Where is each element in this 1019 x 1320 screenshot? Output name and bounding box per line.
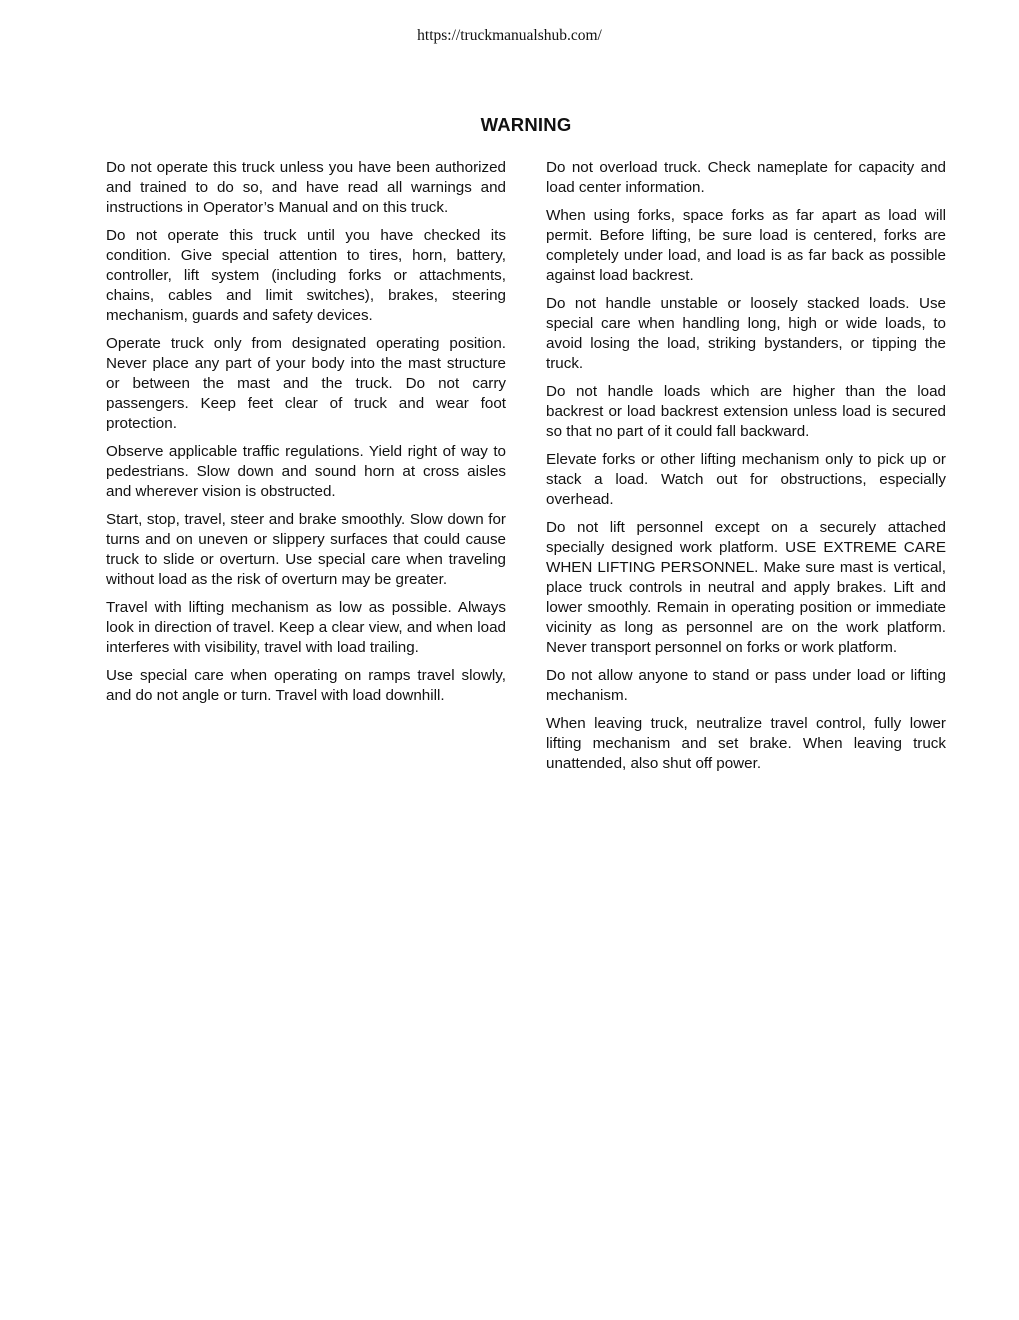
- warning-paragraph: Elevate forks or other lifting mechanism only to pick up or stack a load. Watch out for obstructions, especially overhead.: [546, 451, 946, 508]
- page-url-header: https://truckmanualshub.com/: [417, 27, 602, 44]
- warning-paragraph: Do not handle loads which are higher than the load backrest or load backrest extension unless load is secured so that no part of it could fall backward.: [546, 383, 946, 440]
- warning-paragraph: Do not operate this truck until you have checked its condition. Give special attention to tires, horn, battery, controller, lift system (including forks or attachments, chains, cables and limit switches), brakes, steering mechanism, guards and safety devices.: [106, 227, 506, 324]
- warning-paragraph: When using forks, space forks as far apart as load will permit. Before lifting, be sure load is centered, forks are completely under load, and load is as far back as possible against load backrest.: [546, 207, 946, 284]
- warning-paragraph: Observe applicable traffic regulations. Yield right of way to pedestrians. Slow down and sound horn at cross aisles and wherever vision is obstructed.: [106, 443, 506, 500]
- warning-paragraph: Operate truck only from designated operating position. Never place any part of your body into the mast structure or between the mast and the truck. Do not carry passengers. Keep feet clear of truck and wear foot protection.: [106, 335, 506, 432]
- warning-title: WARNING: [480, 114, 572, 135]
- left-column: [106, 158, 506, 714]
- right-column: [546, 158, 946, 782]
- warning-paragraph: Do not handle unstable or loosely stacked loads. Use special care when handling long, high or wide loads, to avoid losing the load, striking bystanders, or tipping the truck.: [546, 295, 946, 372]
- warning-paragraph: Use special care when operating on ramps travel slowly, and do not angle or turn. Travel with load downhill.: [106, 667, 506, 704]
- warning-paragraph: When leaving truck, neutralize travel control, fully lower lifting mechanism and set brake. When leaving truck unattended, also shut off power.: [546, 715, 946, 772]
- warning-paragraph: Do not lift personnel except on a securely attached specially designed work platform. USE EXTREME CARE WHEN LIFTING PERSONNEL. Make sure mast is vertical, place truck controls in neutral and apply brakes. Lift and lower smoothly. Remain in operating position or immediate vicinity as long as personnel are on the work platform. Never transport personnel on forks or work platform.: [546, 519, 946, 656]
- warning-paragraph: Do not allow anyone to stand or pass under load or lifting mechanism.: [546, 667, 946, 704]
- warning-paragraph: Start, stop, travel, steer and brake smoothly. Slow down for turns and on uneven or slippery surfaces that could cause truck to slide or overturn. Use special care when traveling without load as the risk of overturn may be greater.: [106, 511, 506, 588]
- warning-paragraph: Do not operate this truck unless you have been authorized and trained to do so, and have read all warnings and instructions in Operator’s Manual and on this truck.: [106, 159, 506, 216]
- warning-paragraph: Do not overload truck. Check nameplate for capacity and load center information.: [546, 159, 946, 196]
- warning-paragraph: Travel with lifting mechanism as low as possible. Always look in direction of travel. Keep a clear view, and when load interferes with visibility, travel with load trailing.: [106, 599, 506, 656]
